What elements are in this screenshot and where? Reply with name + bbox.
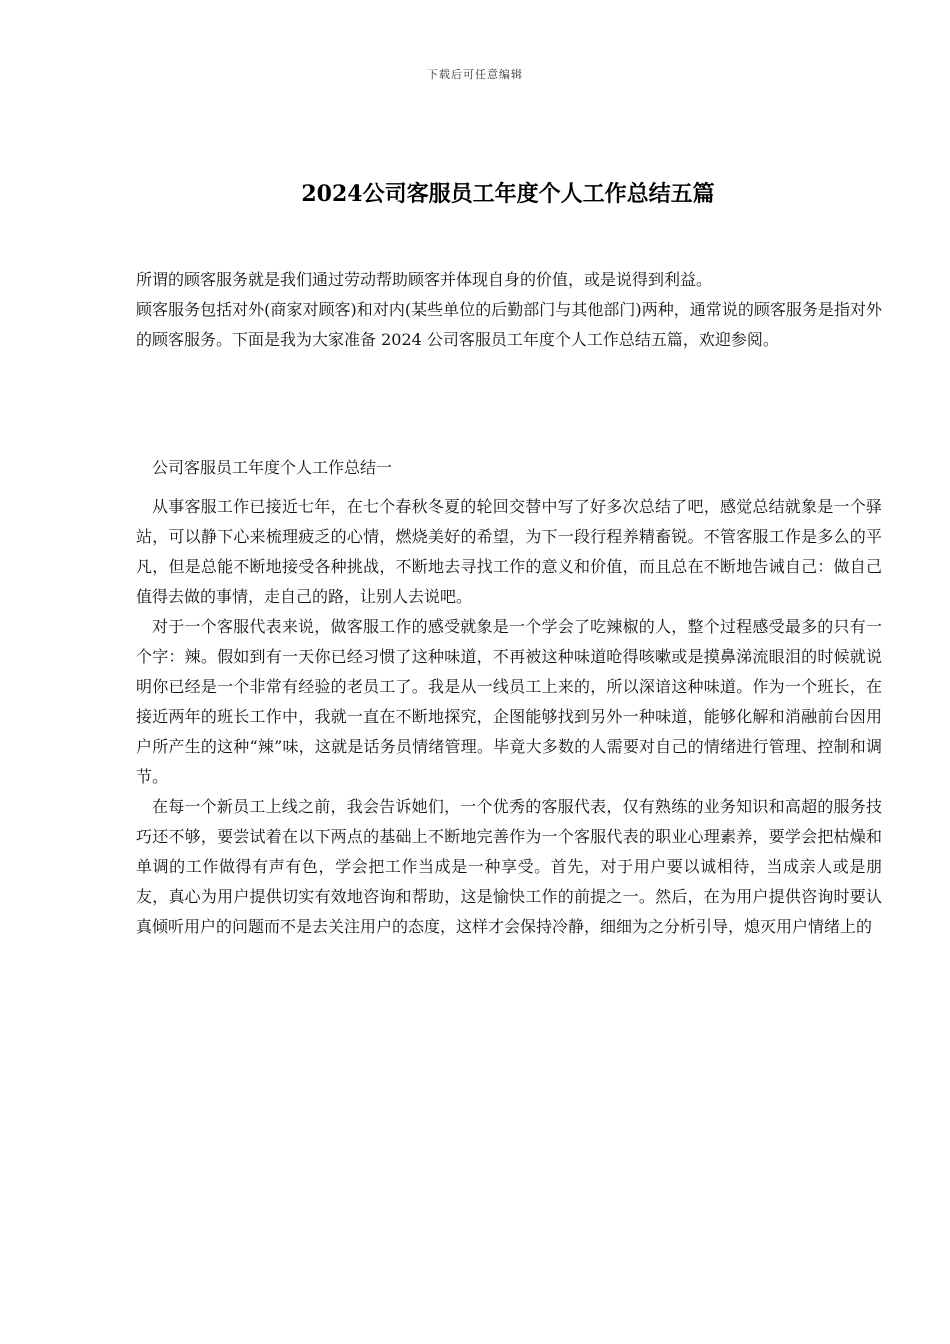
- document-title: 2024公司客服员工年度个人工作总结五篇: [301, 180, 715, 207]
- body-paragraph: 对于一个客服代表来说，做客服工作的感受就象是一个学会了吃辣椒的人，整个过程感受最多的只有一个字：辣。假如到有一天你已经习惯了这种味道，不再被这种味道呛得咳嗽或是摸鼻涕流眼泪的时候就说明你已经是一个非常有经验的老员工了。我是从一线员工上来的，所以深谙这种味道。作为一个班长，在接近两年的班长工作中，我就一直在不断地探究，企图能够找到另外一种味道，能够化解和消融前台因用户所产生的这种“辣”味，这就是话务员情绪管理。毕竟大多数的人需要对自己的情绪进行管理、控制和调节。: [136, 617, 882, 786]
- section-heading: 公司客服员工年度个人工作总结一: [152, 458, 393, 477]
- content-block: [136, 492, 882, 942]
- intro-paragraph: 所谓的顾客服务就是我们通过劳动帮助顾客并体现自身的价值，或是说得到利益。: [136, 270, 713, 289]
- intro-paragraph: 顾客服务包括对外(商家对顾客)和对内(某些单位的后勤部门与其他部门)两种，通常说的顾客服务是指对外的顾客服务。下面是我为大家准备 2024 公司客服员工年度个人工作总结五篇，欢迎参阅。: [136, 300, 882, 349]
- intro-block: [136, 265, 882, 355]
- body-paragraph: 在每一个新员工上线之前，我会告诉她们，一个优秀的客服代表，仅有熟练的业务知识和高超的服务技巧还不够，要尝试着在以下两点的基础上不断地完善作为一个客服代表的职业心理素养，要学会把枯燥和单调的工作做得有声有色，学会把工作当成是一种享受。首先，对于用户要以诚相待，当成亲人或是朋友，真心为用户提供切实有效地咨询和帮助，这是愉快工作的前提之一。然后，在为用户提供咨询时要认真倾听用户的问题而不是去关注用户的态度，这样才会保持冷静，细细为之分析引导，熄灭用户情绪上的: [136, 797, 882, 936]
- body-paragraph: 从事客服工作已接近七年，在七个春秋冬夏的轮回交替中写了好多次总结了吧，感觉总结就象是一个驿站，可以静下心来梳理疲乏的心情，燃烧美好的希望，为下一段行程养精畜锐。不管客服工作是多么的平凡，但是总能不断地接受各种挑战，不断地去寻找工作的意义和价值，而且总在不断地告诫自己：做自己值得去做的事情，走自己的路，让别人去说吧。: [136, 497, 882, 606]
- header-note: 下载后可任意编辑: [427, 68, 523, 81]
